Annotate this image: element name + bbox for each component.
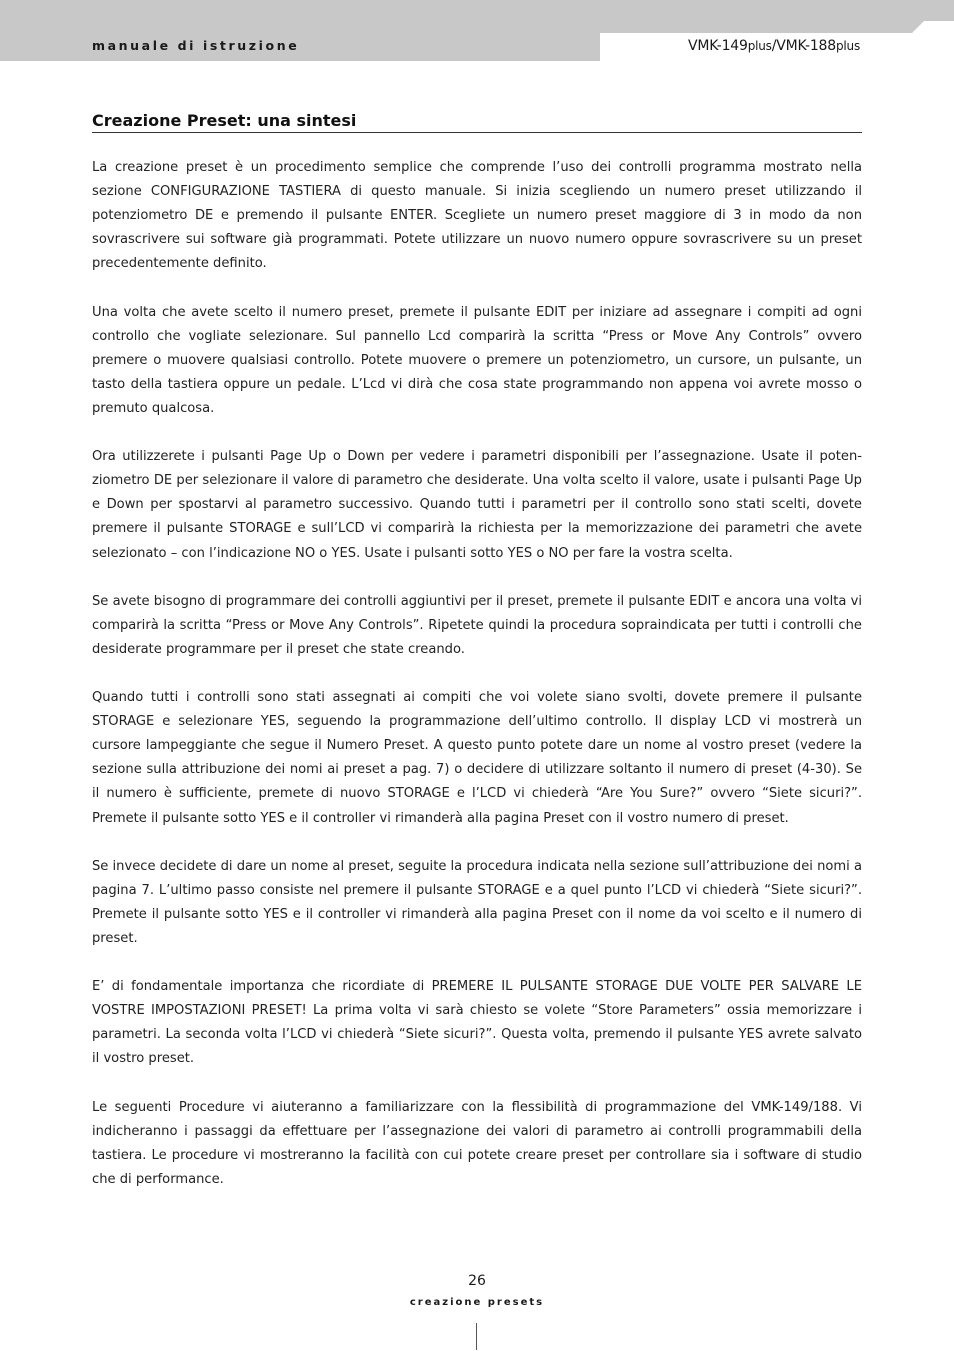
paragraph: Ora utilizzerete i pulsanti Page Up o Down per vedere i parametri disponibili per l’assegnazione. Usate il potenziometro DE per selezionare il valore di parametro che desiderate. Una volta scelto il valore, usate i pulsanti Page Up e Down per spostarvi al parametro successivo. Quando tutti i parametri per il controllo sono stati scelti, dovete premere il pulsante STORAGE e sull’LCD vi comparirà la richiesta per la memorizzazione dei parametri che avete selezionato – con l’indicazione NO o YES. Usate i pulsanti sotto YES o NO per fare la vostra scelta. [92,449,862,561]
paragraph: Una volta che avete scelto il numero preset, premete il pulsante EDIT per iniziare ad assegnare i compiti ad ogni controllo che vogliate selezionare. Sul pannello Lcd comparirà la scritta “Press or Move Any Controls” ovvero premere o muovere qualsiasi controllo. Potete muovere o premere un potenziometro, un cursore, un pulsante, un tasto della tastiera oppure un pedale. L’Lcd vi dirà che cosa state programmando non appena voi avrete mosso o premuto qualcosa. [92,304,862,416]
paragraph: E’ di fondamentale importanza che ricordiate di PREMERE IL PULSANTE STORAGE DUE VOLTE PER SALVARE LE VOSTRE IMPOSTAZIONI PRESET! La prima volta vi sarà chiesto se volete “Store Parameters” ossia memorizzare i parametri. La seconda volta l’LCD vi chiederà “Siete sicuri?”. Questa volta, premendo il pulsante YES avrete salvato il vostro preset. [92,979,862,1067]
model-name-part-2: /VMK-188 [771,38,836,54]
manual-title: manuale di istruzione [92,38,300,53]
paragraph: Se avete bisogno di programmare dei controlli aggiuntivi per il preset, premete il pulsante EDIT e ancora una volta vi comparirà la scritta “Press or Move Any Controls”. Ripetete quindi la procedura sopraindicata per tutti i controlli che desiderate programmare per il preset che state creando. [92,593,862,657]
paragraph: Le seguenti Procedure vi aiuteranno a familiarizzare con la flessibilità di programmazione del VMK-149/188. Vi indicheranno i passaggi da effettuare per l’assegnazione dei valori di parametro ai controlli programmabili della tastiera. Le procedure vi mostreranno la facilità con cui potete creare preset per controllare sia i software di studio che di performance. [92,1099,862,1187]
paragraph: La creazione preset è un procedimento semplice che comprende l’uso dei controlli programma mostrato nella sezione CONFIGURAZIONE TASTIERA di questo manuale. Si inizia scegliendo un numero preset utilizzando il potenziometro DE e premendo il pulsante ENTER. Scegliete un numero preset maggiore di 3 in modo da non sovrascrivere sui software già programmati. Potete utilizzare un nuovo numero oppure sovrascrivere su un preset precedentemente definito. [92,160,862,272]
body-text [92,156,862,1216]
section-title: Creazione Preset: una sintesi [92,111,862,133]
footer-section-label: creazione presets [409,1297,545,1308]
page-number: 26 [468,1273,486,1289]
model-plus-2: plus [835,39,860,53]
paragraph: Se invece decidete di dare un nome al preset, seguite la procedura indicata nella sezione sull’attribuzione dei nomi a pagina 7. L’ultimo passo consiste nel premere il pulsante STORAGE e a quel punto l’LCD vi chiederà “Siete sicuri?”. Premete il pulsante sotto YES e il controller vi rimanderà alla pagina Preset con il nome da voi scelto e il numero di preset. [92,858,862,946]
footer-divider [476,1323,477,1350]
model-plus-1: plus [747,39,772,53]
paragraph: Quando tutti i controlli sono stati assegnati ai compiti che voi volete siano svolti, dovete premere il pulsante STORAGE e selezionare YES, seguendo la programmazione dell’ultimo controllo. Il display LCD vi mostrerà un cursore lampeggiante che segue il Numero Preset. A questo punto potete dare un nome al vostro preset (vedere la sezione sulla attribuzione dei nomi ai preset a pag. 7) o decidere di utilizzare soltanto il numero di preset (4-30). Se il numero è sufficiente, premete di nuovo STORAGE e l’LCD vi chiederà “Are You Sure?” ovvero “Siete sicuri?”. Premete il pulsante sotto YES e il controller vi rimanderà alla pagina Preset con il vostro numero di preset. [92,690,862,826]
model-name-part-1: VMK-149 [687,38,748,54]
model-name [688,38,860,54]
